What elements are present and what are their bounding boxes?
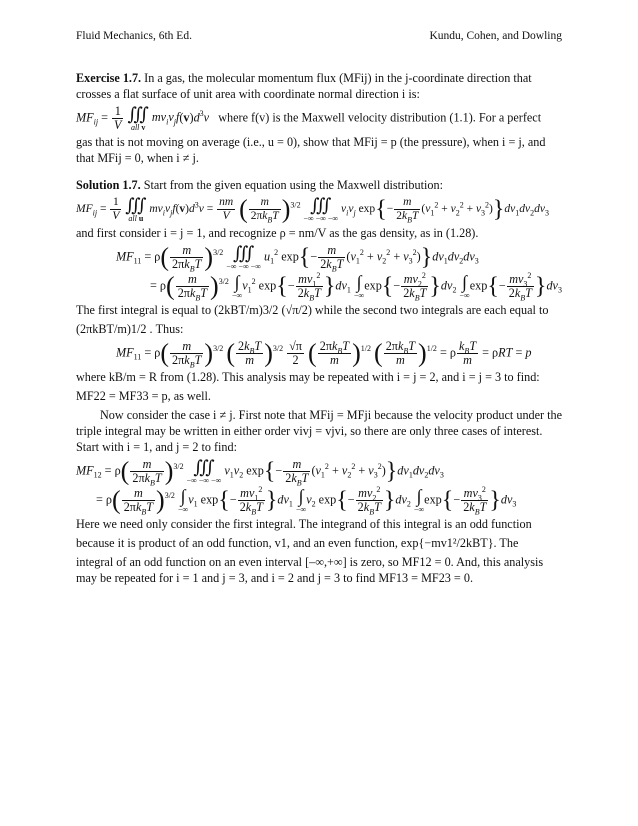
solution-case: Now consider the case i ≠ j. First note that MFij = MFji because the velocity product under the triple integral may be written in either order vivj = vjvi, so there are only three cases of interest. Start with i = 1, and j = 2 to find: (76, 408, 563, 454)
solution-odd2: because it is product of an odd function, v1, and an even function, exp{−mv1²/2kBT}. The (76, 536, 519, 550)
solution-first: and first consider i = j = 1, and recognize ρ = nm/V as the gas density, as in (1.28). (76, 226, 479, 240)
solution-integral-note-b: (2πkBT/m)1/2 . Thus: (76, 322, 184, 336)
solution-integral-note-a: The first integral is equal to (2kBT/m)3/2 (√π/2) while the second two integrals are each equal to (76, 303, 549, 317)
exercise-text2: gas that is not moving on average (i.e., u = 0), show that MFij = p (the pressure), when i = j, and that MFij = 0, when i ≠ j. (76, 135, 546, 165)
exercise-text: In a gas, the molecular momentum flux (MFij) in the j-coordinate direction that crosses a flat surface of unit area with coordinate normal direction i is: (76, 71, 532, 101)
equation-mf11-result: $MF_{11} = \rho$( $\frac{m}{2\pi k_BT}$ )$^{3/2}$ ( $\frac{2k_BT}{m}$ )$^{3/2}$ $\frac{√\pi}{2}$ ( $\frac{2\pi k_BT}{m}$ )$^{1/2}$ ( $\frac{2\pi k_BT}{m}$ )$^{1/2}$ = ρ $\frac{k_BT}{m}$ = ρRT = p (116, 338, 532, 370)
exercise-where: where f(v) is the Maxwell velocity distribution (1.1). For a perfect (218, 110, 542, 125)
equation-maxwell: $MF_{ij}$ = $\frac{1}{V}$ ∭ all u $mv_iv_jf(v)d^3v$ = $\frac{nm}{V}$ ( $\frac{m}{2\pi k_BT}$ )$^{3/2}$ ∭ −∞ −∞ −∞ $v_iv_j$ exp{− $\frac{m}{2k_BT}$ $(v_1^2 + v_2^2 + v_3^2)\}dv_1dv_2dv_3$ (76, 194, 549, 225)
exercise-label: Exercise 1.7. (76, 71, 142, 85)
solution-odd3: integral of an odd function on an even interval [–∞,+∞] is zero, so MF12 = 0. And, this analysis may be repeated for i = 1 and j = 3, and i = 2 and j = 3 to find MF13 = MF23 = 0. (76, 555, 544, 585)
solution-mf22: MF22 = MF33 = p, as well. (76, 389, 211, 403)
solution-odd1: Here we need only consider the first integral. The integrand of this integral is an odd function (76, 517, 532, 531)
equation-mf11-b: = ρ( $\frac{m}{2\pi k_BT}$ )$^{3/2}$ ∫ $-\infty v_1^2$ exp{− $\frac{mv_1^2}{2k_BT}$ }$dv_1$ ∫ −∞exp{− $\frac{mv_2^2}{2k_BT}$ }$dv_2$ ∫ −∞exp{− $\frac{mv_3^2}{2k_BT}$ }$dv_3$ (150, 270, 562, 303)
exercise-paragraph (76, 70, 564, 102)
solution-kbm: where kB/m = R from (1.28). This analysis may be repeated with i = j = 2, and i = j = 3 to find: (76, 370, 540, 384)
header-right: Kundu, Cohen, and Dowling (429, 30, 562, 42)
equation-definition: $MF_{ij}$ = $\frac{1}{V}$ ∭ all v $mv_iv_jf(v)d^3v$ where f(v) is the Maxwell velocity distribution (1.1). For a perfect (76, 104, 542, 132)
header-left: Fluid Mechanics, 6th Ed. (76, 30, 192, 42)
equation-mf11-a: $MF_{11} = \rho$( $\frac{m}{2\pi k_BT}$ )$^{3/2}$ ∭ −∞ −∞ −∞ $u_1^2$ exp{− $\frac{m}{2k_BT}$ $(v_1^2 + v_2^2 + v_3^2)\}dv_1dv_2dv_3$ (116, 242, 479, 274)
equation-mf12-a: $MF_{12} = \rho$( $\frac{m}{2\pi k_BT}$ )$^{3/2}$ ∭ −∞ −∞ −∞ $v_1v_2$ exp{− $\frac{m}{2k_BT}$ $(v_1^2 + v_2^2 + v_3^2)\}dv_1dv_2dv_3$ (76, 456, 444, 488)
solution-paragraph (76, 177, 564, 193)
equation-mf12-b: = ρ( $\frac{m}{2\pi k_BT}$ )$^{3/2}$ ∫ $-\infty v_1$ exp{− $\frac{mv_1^2}{2k_BT}$ }$dv_1$ ∫ $-\infty v_2$ exp{− $\frac{mv_2^2}{2k_BT}$ }$dv_2$ ∫ −∞exp{− $\frac{mv_3^2}{2k_BT}$ }$dv_3$ (96, 484, 517, 517)
solution-label: Solution 1.7. (76, 178, 141, 192)
page-body (76, 70, 564, 589)
solution-intro: Start from the given equation using the Maxwell distribution: (143, 178, 443, 192)
